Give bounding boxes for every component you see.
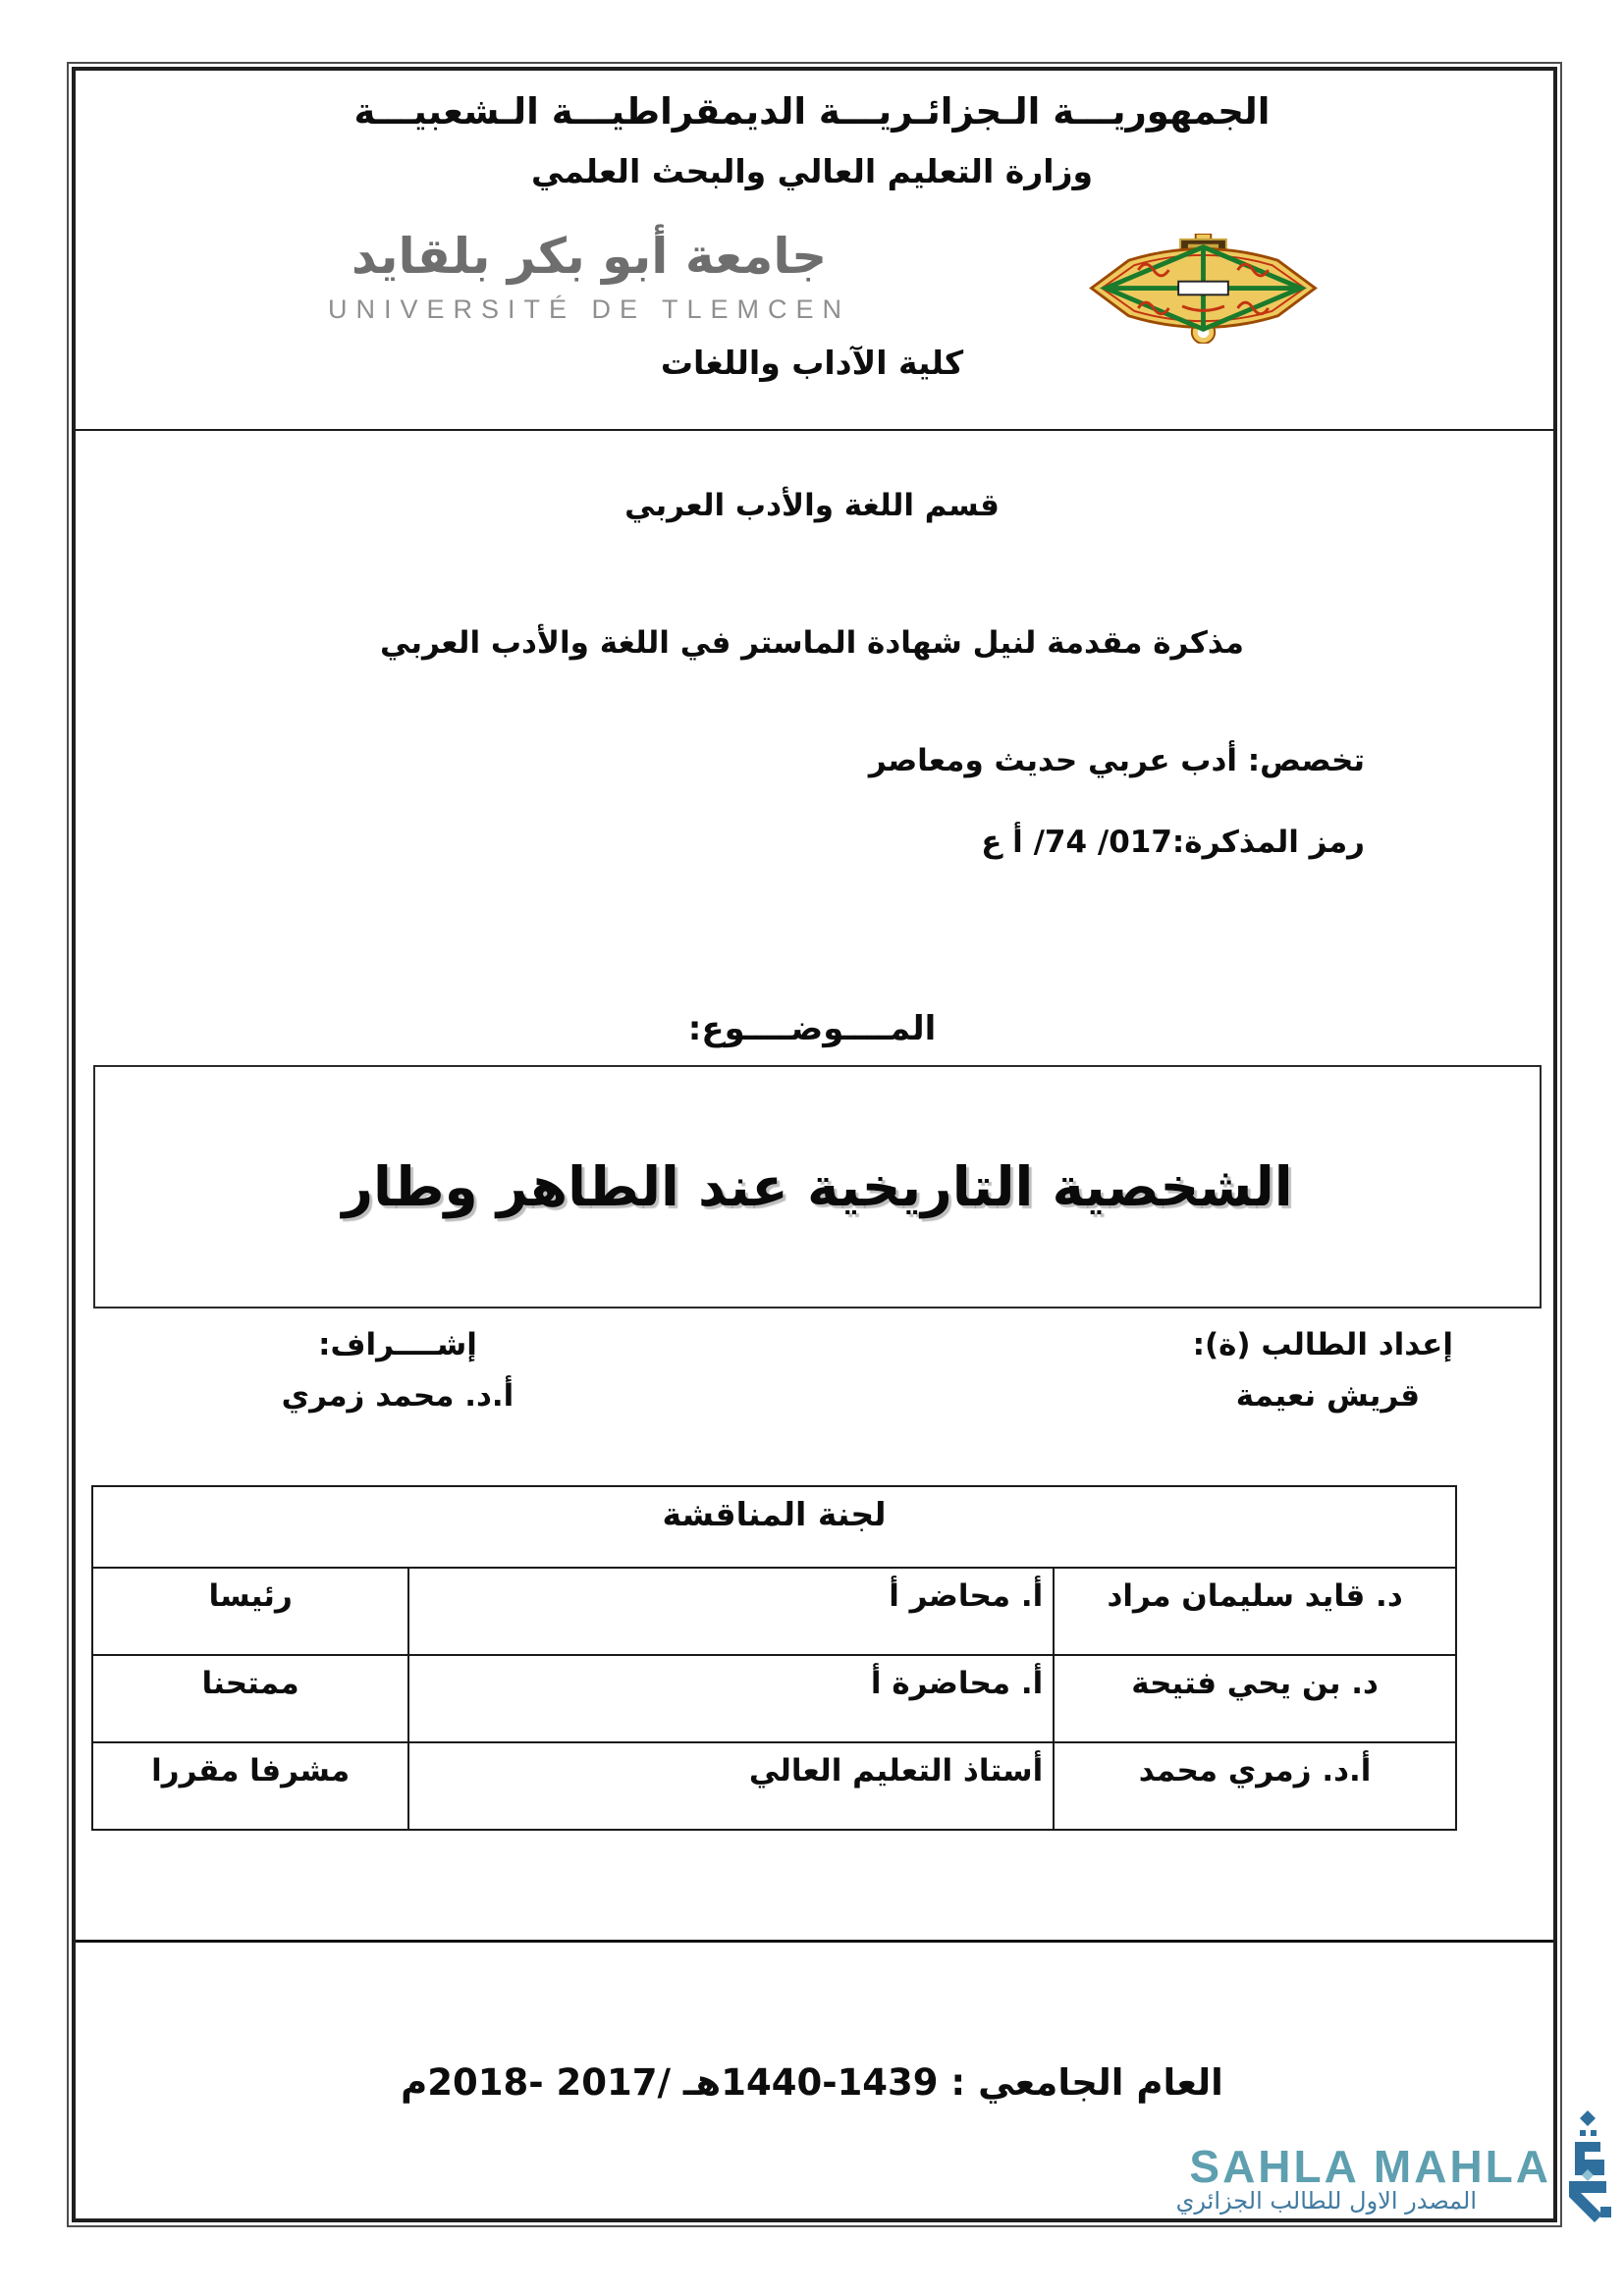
member-role: رئيسا: [92, 1568, 408, 1655]
supervision-label: إشــــراف:: [318, 1327, 477, 1362]
member-rank: أستاذ التعليم العالي: [408, 1742, 1054, 1830]
sahla-mahla-logo-icon: [1555, 2109, 1620, 2226]
department-name: قسم اللغة والأدب العربي: [624, 488, 1000, 523]
member-name: د. قايد سليمان مراد: [1054, 1568, 1456, 1655]
republic-line: الجمهوريـــة الـجزائـريـــة الديمقراطيـــة الـشعبيـــة: [353, 90, 1271, 133]
committee-table: [91, 1485, 1457, 1831]
specialty-line: تخصص: أدب عربي حديث ومعاصر: [868, 743, 1365, 778]
thesis-title: الشخصية التاريخية عند الطاهر وطار: [342, 1155, 1293, 1218]
table-row: [92, 1742, 1456, 1830]
university-name-french: UNIVERSITÉ DE TLEMCEN: [327, 294, 851, 324]
prepared-by-label: إعداد الطالب (ة):: [1192, 1327, 1453, 1362]
member-rank: أ. محاضر أ: [408, 1568, 1054, 1655]
university-name-arabic: جامعة أبو بكر بلقايد: [351, 228, 828, 285]
member-rank: أ. محاضرة أ: [408, 1655, 1054, 1742]
subject-label: المــــوضــــوع:: [687, 1009, 937, 1048]
member-role: مشرفا مقررا: [92, 1742, 408, 1830]
header-divider: [76, 429, 1553, 431]
table-row: [92, 1655, 1456, 1742]
committee-header-row: [92, 1486, 1456, 1568]
thesis-title-box: [93, 1065, 1542, 1308]
academic-year: العام الجامعي : 1439-1440هـ /2017 -2018م: [401, 2061, 1223, 2104]
ministry-line: وزارة التعليم العالي والبحث العلمي: [530, 152, 1094, 190]
member-name: د. بن يحي فتيحة: [1054, 1655, 1456, 1742]
supervisor-name: أ.د. محمد زمري: [281, 1378, 514, 1414]
committee-title: لجنة المناقشة: [92, 1486, 1456, 1568]
memoir-code: رمز المذكرة:017/ 74/ أ ع: [981, 825, 1365, 860]
sahla-mahla-tagline: المصدر الاول للطالب الجزائري: [1175, 2187, 1477, 2215]
sahla-mahla-brand-text: SAHLA MAHLA: [1189, 2141, 1551, 2192]
student-name: قريش نعيمة: [1235, 1378, 1420, 1414]
table-row: [92, 1568, 1456, 1655]
footer-divider: [76, 1940, 1553, 1943]
memoir-statement: مذكرة مقدمة لنيل شهادة الماستر في اللغة والأدب العربي: [380, 625, 1244, 661]
university-emblem-icon: [1088, 234, 1319, 344]
member-name: أ.د. زمري محمد: [1054, 1742, 1456, 1830]
member-role: ممتحنا: [92, 1655, 408, 1742]
faculty-name: كلية الآداب واللغات: [660, 344, 964, 382]
